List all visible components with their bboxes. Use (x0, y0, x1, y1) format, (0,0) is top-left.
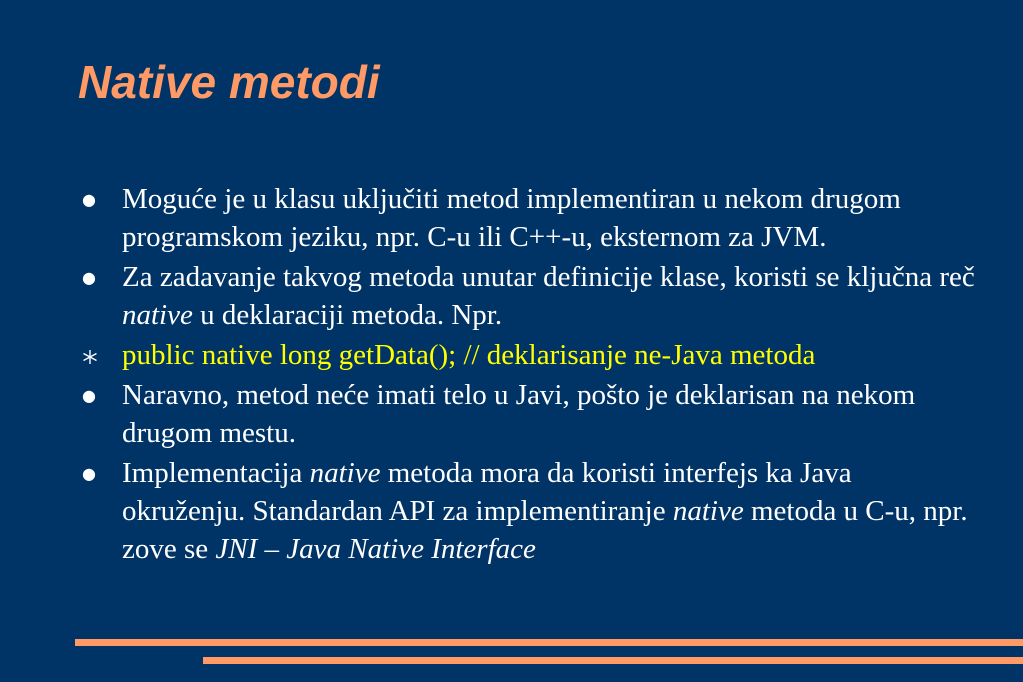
bullet-dot-icon: ● (82, 386, 96, 405)
bullet-text: Za zadavanje takvog metoda unutar definicije klase, koristi se ključna reč (122, 261, 975, 293)
slide-title: Native metodi (78, 56, 380, 108)
decorative-bar-bottom (203, 657, 1023, 664)
decorative-bar-top (75, 639, 1023, 646)
keyword-native: native (672, 495, 744, 527)
bullet-text: Implementacija (122, 457, 310, 489)
bullet-list (82, 180, 982, 570)
bullet-text: Naravno, metod neće imati telo u Javi, pošto je deklarisan na nekom drugom mestu. (122, 379, 916, 449)
bullet-text: u deklaraciji metoda. Npr. (192, 299, 503, 331)
bullet-dot-icon: ● (82, 268, 96, 287)
bullet-item (82, 376, 982, 452)
star-icon (82, 336, 122, 374)
bullet-item (82, 258, 982, 334)
bullet-text: metoda mora da koristi interfejs ka Java okruženju. Standardan API za implementiranje (122, 457, 852, 527)
bullet-dot-icon: ● (82, 190, 96, 209)
bullet-dot-icon: ● (82, 464, 96, 483)
code-example: public native long getData(); // deklarisanje ne-Java metoda (122, 339, 816, 371)
bullet-text: Moguće je u klasu uključiti metod implementiran u nekom drugom programskom jeziku, npr. C-u ili C++-u, eksternom za JVM. (122, 183, 901, 253)
jni-term: JNI – Java Native Interface (215, 533, 536, 565)
code-example-item (82, 336, 982, 374)
keyword-native: native (309, 457, 381, 489)
bullet-item (82, 180, 982, 256)
bullet-text: metoda u C-u, npr. zove se (122, 495, 968, 565)
bullet-item (82, 454, 982, 568)
keyword-native: native (122, 299, 193, 331)
